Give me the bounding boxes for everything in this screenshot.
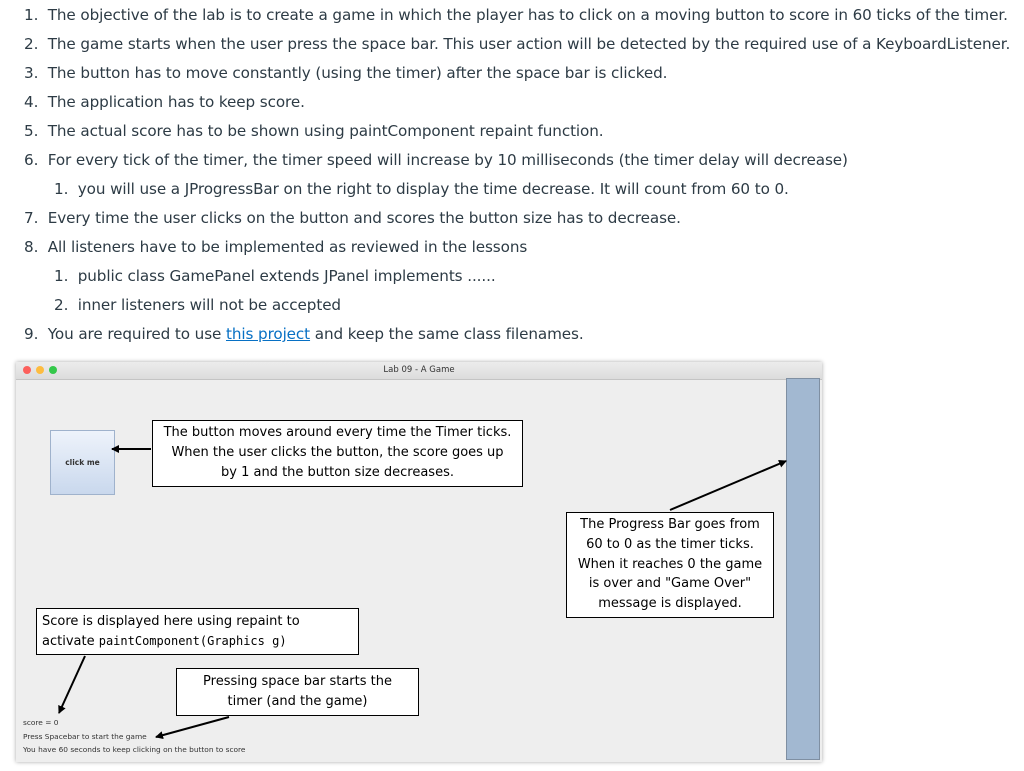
progress-bar-callout bbox=[566, 512, 774, 618]
list-item bbox=[0, 146, 1024, 175]
list-item bbox=[0, 117, 1024, 146]
item-number: 9. bbox=[24, 325, 39, 343]
progress-fill bbox=[787, 379, 819, 759]
sub-list-item bbox=[0, 175, 1024, 204]
this-project-link[interactable]: this project bbox=[225, 325, 311, 343]
callout-line: Score is displayed here using repaint to bbox=[42, 614, 300, 629]
sub-list-item bbox=[0, 262, 1024, 291]
item-text: you will use a JProgressBar on the right to display the time decrease. It will count from 60 to 0. bbox=[77, 180, 789, 198]
instructions-list bbox=[0, 0, 1024, 349]
item-number: 5. bbox=[24, 122, 39, 140]
list-item bbox=[0, 59, 1024, 88]
spacebar-callout bbox=[176, 668, 419, 716]
callout-line: When it reaches 0 the game bbox=[577, 556, 763, 572]
callout-line: The button moves around every time the Timer ticks. bbox=[163, 425, 512, 440]
list-item bbox=[0, 88, 1024, 117]
item-text: For every tick of the timer, the timer speed will increase by 10 milliseconds (the timer delay will decrease) bbox=[47, 151, 848, 169]
list-item bbox=[0, 1, 1024, 30]
item-text: The application has to keep score. bbox=[47, 93, 305, 111]
item-number: 2. bbox=[54, 296, 69, 314]
callout-text: activate bbox=[42, 633, 99, 649]
item-number: 4. bbox=[24, 93, 39, 111]
list-item bbox=[0, 233, 1024, 262]
item-number: 8. bbox=[24, 238, 39, 256]
item-number: 7. bbox=[24, 209, 39, 227]
item-text: All listeners have to be implemented as reviewed in the lessons bbox=[47, 238, 528, 256]
item-text: The button has to move constantly (using the timer) after the space bar is clicked. bbox=[47, 64, 668, 82]
callout-line: 60 to 0 as the timer ticks. bbox=[586, 536, 754, 552]
item-number: 1. bbox=[54, 180, 69, 198]
list-item bbox=[0, 320, 1024, 349]
item-text-prefix: You are required to use bbox=[47, 325, 226, 343]
callout-line: When the user clicks the button, the score goes up bbox=[171, 444, 504, 460]
button-callout bbox=[152, 420, 523, 487]
list-item bbox=[0, 30, 1024, 59]
item-number: 6. bbox=[24, 151, 39, 169]
score-callout bbox=[36, 608, 359, 655]
item-text: The game starts when the user press the space bar. This user action will be detected by the required use of a KeyboardListener. bbox=[47, 35, 1011, 53]
callout-line: message is displayed. bbox=[598, 596, 742, 612]
item-text: inner listeners will not be accepted bbox=[77, 296, 341, 314]
code-text: paintComponent(Graphics g) bbox=[98, 633, 287, 648]
item-text: public class GamePanel extends JPanel implements ...... bbox=[77, 267, 496, 285]
item-text: The actual score has to be shown using paintComponent repaint function. bbox=[47, 122, 604, 140]
list-item bbox=[0, 204, 1024, 233]
timer-progress-bar bbox=[786, 378, 820, 760]
window-titlebar bbox=[16, 362, 822, 380]
window-title: Lab 09 - A Game bbox=[383, 365, 455, 375]
callout-line: is over and "Game Over" bbox=[588, 576, 752, 592]
item-text-suffix: and keep the same class filenames. bbox=[310, 325, 584, 343]
item-number: 1. bbox=[24, 6, 39, 24]
click-me-button[interactable]: click me bbox=[50, 430, 115, 495]
item-number: 2. bbox=[24, 35, 39, 53]
item-number: 1. bbox=[54, 267, 69, 285]
item-text: Every time the user clicks on the button and scores the button size has to decrease. bbox=[47, 209, 681, 227]
callout-line: The Progress Bar goes from bbox=[580, 517, 760, 532]
item-number: 3. bbox=[24, 64, 39, 82]
sub-list-item bbox=[0, 291, 1024, 320]
callout-line: timer (and the game) bbox=[227, 693, 368, 709]
callout-line: by 1 and the button size decreases. bbox=[221, 464, 454, 480]
press-spacebar-text: Press Spacebar to start the game bbox=[23, 732, 147, 741]
time-info-text: You have 60 seconds to keep clicking on the button to score bbox=[23, 745, 246, 754]
score-text: score = 0 bbox=[23, 718, 59, 727]
item-text: The objective of the lab is to create a game in which the player has to click on a moving button to score in 60 ticks of the timer. bbox=[47, 6, 1008, 24]
callout-line: Pressing space bar starts the bbox=[203, 674, 392, 689]
callout-line bbox=[42, 632, 358, 652]
